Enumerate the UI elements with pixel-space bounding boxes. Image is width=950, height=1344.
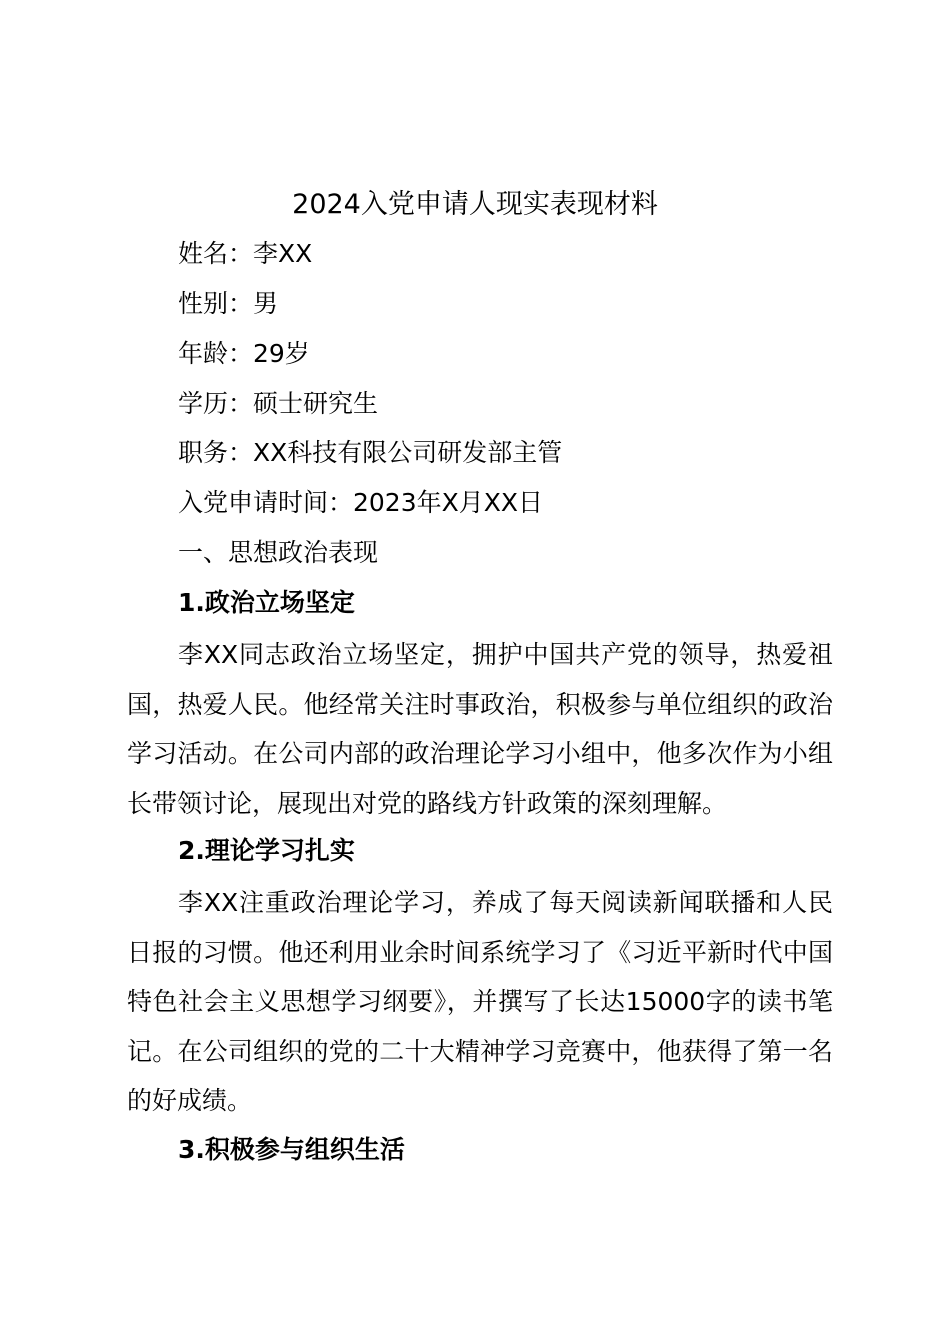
- paragraph-theory-study: 李XX注重政治理论学习，养成了每天阅读新闻联播和人民日报的习惯。他还利用业余时间系统学习了《习近平新时代中国特色社会主义思想学习纲要》，并撰写了长达15000字的读书笔记。在公司组织的党的二十大精神学习竞赛中，他获得了第一名的好成绩。: [127, 888, 833, 1116]
- info-education: 学历：硕士研究生: [178, 389, 379, 418]
- info-position: 职务：XX科技有限公司研发部主管: [178, 438, 563, 467]
- paragraph-political-stance: 李XX同志政治立场坚定，拥护中国共产党的领导，热爱祖国，热爱人民。他经常关注时事政治，积极参与单位组织的政治学习活动。在公司内部的政治理论学习小组中，他多次作为小组长带领讨论，展现出对党的路线方针政策的深刻理解。: [127, 640, 833, 818]
- document-title: 2024入党申请人现实表现材料: [292, 189, 658, 220]
- info-name: 姓名：李XX: [178, 239, 313, 268]
- subsection-heading-2: 2.理论学习扎实: [178, 836, 355, 865]
- info-apply-date: 入党申请时间：2023年X月XX日: [178, 488, 544, 517]
- section-title: 一、思想政治表现: [178, 538, 379, 567]
- info-gender: 性别：男: [178, 289, 279, 318]
- subsection-heading-1: 1.政治立场坚定: [178, 588, 355, 617]
- subsection-heading-3: 3.积极参与组织生活: [178, 1135, 405, 1164]
- info-age: 年龄：29岁: [178, 339, 310, 368]
